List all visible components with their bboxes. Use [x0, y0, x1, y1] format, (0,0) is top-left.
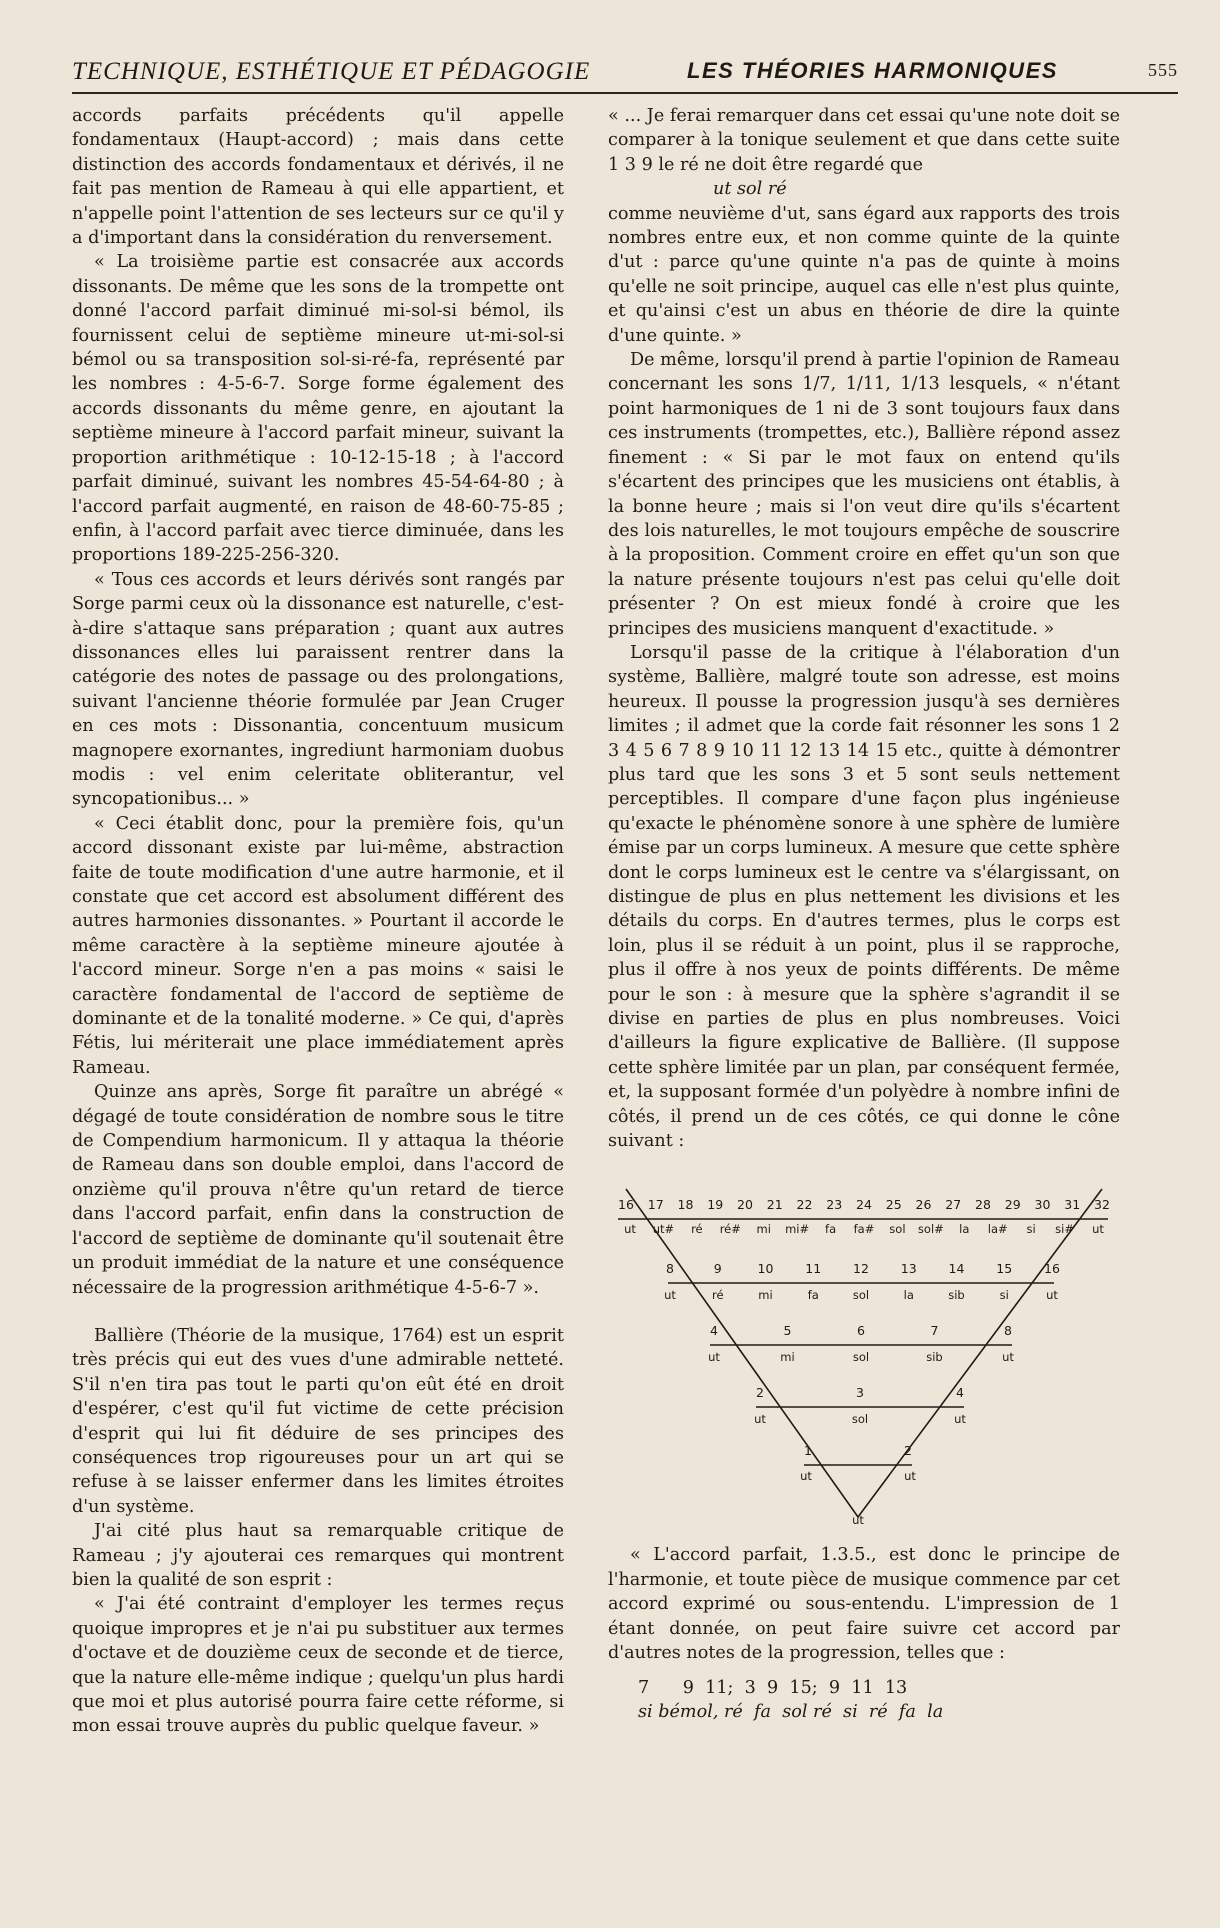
cone-note: si [1026, 1222, 1036, 1237]
cone-note: mi [780, 1350, 795, 1365]
cone-note: la [903, 1288, 914, 1303]
paragraph: J'ai cité plus haut sa remarquable critique de Rameau ; j'y ajouterai ces remarques qui montrent bien la qualité de son esprit : [72, 1521, 564, 1590]
cone-note: fa# [853, 1222, 875, 1237]
page-number: 555 [1148, 60, 1178, 80]
cone-number: 1 [804, 1443, 812, 1459]
cone-note: ut [624, 1222, 636, 1237]
cone-diagram [608, 1175, 1120, 1525]
cone-note: mi [756, 1222, 771, 1237]
cone-note: sib [948, 1288, 965, 1303]
cone-note: sol# [917, 1222, 944, 1237]
cone-number: 29 [1004, 1197, 1021, 1213]
cone-number: 10 [757, 1261, 774, 1277]
cone-note: ut [904, 1469, 916, 1484]
cone-number: 20 [737, 1197, 753, 1213]
cone-note: la [959, 1222, 970, 1237]
cone-note: fa [807, 1288, 819, 1303]
cone-number: 30 [1034, 1197, 1051, 1213]
paragraph: Ballière (Théorie de la musique, 1764) est un esprit très précis qui eut des vues d'une admirable netteté. S'il n'en tira pas tout le parti qu'on eût été en droit d'espérer, c'est qu'il fut victime de cette précision d'esprit qui lui fit déduire de ses principes des conséquences trop rigoureuses pour un art qui se refuse à se laisser enfermer dans les limites étroites d'un système. [72, 1325, 564, 1517]
cone-number: 15 [996, 1261, 1013, 1277]
cone-note: mi# [785, 1222, 810, 1237]
cone-note: sib [926, 1350, 943, 1365]
cone-note: ut [954, 1412, 966, 1427]
paragraph: accords parfaits précédents qu'il appelle fondamentaux (Haupt-accord) ; mais dans cette distinction des accords fondamentaux et dérivés, il ne fait pas mention de Rameau à qui elle appartient, et n'appelle point l'attention de ses lecteurs sur ce qu'il y a d'important dans la considération du renversement. [72, 106, 564, 249]
cone-apex-note: ut [852, 1513, 864, 1526]
cone-number: 24 [856, 1197, 872, 1213]
cone-note: ut [1002, 1350, 1014, 1365]
cone-number: 26 [915, 1197, 932, 1213]
cone-number: 2 [756, 1385, 764, 1401]
paragraph: « J'ai été contraint d'employer les termes reçus quoique impropres et je n'ai pu substituer aux termes d'octave et de douzième ceux de seconde et de tierce, que la nature elle-même indique ; quelqu'un plus hardi que moi et plus autorisé pourra faire cette réforme, si mon essai trouve auprès du public quelque faveur. » [72, 1594, 564, 1737]
cone-note: ut [1092, 1222, 1104, 1237]
cone-number: 13 [900, 1261, 917, 1277]
cone-note: fa [825, 1222, 837, 1237]
cone-number: 2 [904, 1443, 912, 1459]
header-right-title: LES THÉORIES HARMONIQUES [687, 58, 1058, 83]
cone-note: ut# [652, 1222, 675, 1237]
cone-number: 7 [930, 1323, 939, 1339]
cone-number: 19 [707, 1197, 724, 1213]
cone-number: 16 [1044, 1261, 1060, 1277]
cone-number: 14 [948, 1261, 965, 1277]
paragraph: « La troisième partie est consacrée aux accords dissonants. De même que les sons de la trompette ont donné l'accord parfait diminué mi-sol-si bémol, ils fournissent celui de septième mineure ut-mi-sol-si bémol ou sa transposition sol-si-ré-fa, représenté par les nombres : 4-5-6-7. Sorge forme également des accords dissonants du même genre, en ajoutant la septième mineure à l'accord parfait mineur, suivant la proportion arithmétique : 10-12-15-18 ; à l'accord parfait diminué, suivant les nombres 45-54-64-80 ; à l'accord parfait augmenté, en raison de 48-60-75-85 ; enfin, à l'accord parfait avec tierce diminuée, dans les proportions 189-225-256-320. [72, 252, 564, 566]
cone-number: 18 [677, 1197, 694, 1213]
left-column [72, 104, 564, 1739]
cone-note: ut [754, 1412, 766, 1427]
paragraph: « Tous ces accords et leurs dérivés sont rangés par Sorge parmi ceux où la dissonance est naturelle, c'est-à-dire s'attaque sans préparation ; quant aux autres dissonances elles lui paraissent rentrer dans la catégorie des notes de passage ou des prolongations, suivant l'ancienne théorie formulée par Jean Cruger en ces mots : Dissonantia, concentuum musicum magnopere exornantes, ingrediunt harmoniam duobus modis : vel enim celeritate obliterantur, vel syncopationibus... » [72, 569, 564, 810]
cone-note: sol [852, 1288, 870, 1303]
cone-note: ré [691, 1222, 703, 1237]
cone-note: ré [711, 1288, 724, 1303]
paragraph: Lorsqu'il passe de la critique à l'élaboration d'un système, Ballière, malgré toute son adresse, est moins heureux. Il pousse la progression jusqu'à ses dernières limites ; il admet que la corde fait résonner les sons 1 2 3 4 5 6 7 8 9 10 11 12 13 14 15 etc., quitte à démontrer plus tard que les sons 3 et 5 sont seuls nettement perceptibles. Il compare d'une façon plus ingénieuse qu'exacte le phénomène sonore à une sphère de lumière émise par un corps lumineux. A mesure que cette sphère dont le corps lumineux est le centre va s'élargissant, on distingue de plus en plus nettement les divisions et les détails du corps. En d'autres termes, plus le corps est loin, plus il se réduit à un point, plus il se rapproche, plus il offre à nos yeux de points différents. De même pour le son : à mesure que la sphère s'agrandit il se divise en parties de plus en plus nombreuses. Voici d'ailleurs la figure explicative de Ballière. (Il suppose cette sphère limitée par un plan, par conséquent fermée, et, la supposant formée d'un polyèdre à nombre infini de côtés, il prend un de ces côtés, ce qui donne le cône suivant : [608, 642, 1120, 1152]
cone-number: 23 [826, 1197, 843, 1213]
running-header [72, 58, 1178, 94]
right-column [608, 104, 1120, 1724]
example-notes: si bémol, ré fa sol ré si ré fa la [638, 1701, 944, 1722]
cone-number: 17 [647, 1197, 664, 1213]
paragraph: « ... Je ferai remarquer dans cet essai qu'une note doit se comparer à la tonique seulement et que dans cette suite 1 3 9 le ré ne doit être regardé que [608, 106, 1120, 175]
paragraph: comme neuvième d'ut, sans égard aux rapports des trois nombres entre eux, et non comme quinte de la quinte d'ut : parce qu'une quinte n'a pas de quinte à moins qu'elle ne soit principe, auquel cas elle n'est plus quinte, et qu'ainsi c'est un abus en théorie de dire la quinte d'une quinte. » [608, 203, 1120, 346]
cone-number: 32 [1094, 1197, 1110, 1213]
cone-number: 4 [710, 1323, 718, 1339]
cone-number: 11 [805, 1261, 822, 1277]
cone-note: ut [708, 1350, 720, 1365]
cone-note: sol [889, 1222, 906, 1237]
cone-number: 25 [885, 1197, 902, 1213]
cone-note: ré# [719, 1222, 741, 1237]
cone-number: 8 [1004, 1323, 1012, 1339]
cone-number: 22 [796, 1197, 813, 1213]
cone-note: la# [987, 1222, 1008, 1237]
example-numbers: 7 9 11; 3 9 15; 9 11 13 [638, 1677, 908, 1698]
cone-note: ut [664, 1288, 676, 1303]
paragraph: De même, lorsqu'il prend à partie l'opinion de Rameau concernant les sons 1/7, 1/11, 1/13 lesquels, « n'étant point harmoniques de 1 ni de 3 sont toujours faux dans ces instruments (trompettes, etc.), Ballière répond assez finement : « Si par le mot faux on entend qu'ils s'écartent des principes que les musiciens ont établis, à la bonne heure ; mais si l'on veut dire qu'ils s'écartent des lois naturelles, le mot toujours empêche de souscrire à la proposition. Comment croire en effet qu'un son que la nature présente toujours n'est pas celui qu'elle doit présenter ? On est mieux fondé à croire que les principes des musiciens manquent d'exactitude. » [608, 350, 1120, 639]
cone-number: 27 [945, 1197, 962, 1213]
cone-number: 12 [853, 1261, 869, 1277]
cone-note: si# [1055, 1222, 1074, 1237]
cone-number: 5 [783, 1323, 792, 1339]
cone-note: si [999, 1288, 1009, 1303]
inline-note-names: ut sol ré [713, 179, 787, 200]
cone-number: 4 [956, 1385, 964, 1401]
cone-number: 3 [856, 1385, 864, 1401]
paragraph: « Ceci établit donc, pour la première fois, qu'un accord dissonant existe par lui-même, abstraction faite de toute modification d'une autre harmonie, et il constate que cet accord est absolument différent des autres harmonies dissonantes. » Pourtant il accorde le même caractère à la septième mineure ajoutée à l'accord mineur. Sorge n'en a pas moins « saisi le caractère fondamental de l'accord de septième de dominante et de la tonalité moderne. » Ce qui, d'après Fétis, lui mériterait une place immédiatement après Rameau. [72, 813, 564, 1078]
cone-number: 31 [1064, 1197, 1081, 1213]
cone-number: 9 [713, 1261, 722, 1277]
cone-figure [608, 1175, 1120, 1525]
header-left-title: TECHNIQUE, ESTHÉTIQUE ET PÉDAGOGIE [72, 58, 591, 85]
cone-note: mi [758, 1288, 773, 1303]
cone-number: 8 [666, 1261, 674, 1277]
paragraph: Quinze ans après, Sorge fit paraître un abrégé « dégagé de toute considération de nombre sous le titre de Compendium harmonicum. Il y attaqua la théorie de Rameau dans son double emploi, dans l'accord de onzième qu'il prouva n'être qu'un retard de tierce dans l'accord parfait, enfin dans la construction de l'accord de septième de dominante qu'il soutenait être un produit immédiat de la nature et une conséquence nécessaire de la progression arithmétique 4-5-6-7 ». [72, 1082, 564, 1298]
cone-note: ut [800, 1469, 812, 1484]
cone-number: 28 [975, 1197, 991, 1213]
cone-number: 16 [618, 1197, 634, 1213]
cone-note: ut [1046, 1288, 1058, 1303]
cone-number: 21 [766, 1197, 783, 1213]
cone-note: sol [851, 1412, 869, 1427]
cone-note: sol [852, 1350, 870, 1365]
cone-number: 6 [857, 1323, 865, 1339]
paragraph: « L'accord parfait, 1.3.5., est donc le principe de l'harmonie, et toute pièce de musique commence par cet accord exprimé ou sous-entendu. L'impression de 1 étant donnée, on peut faire suivre cet accord par d'autres notes de la progression, telles que : [608, 1545, 1120, 1664]
